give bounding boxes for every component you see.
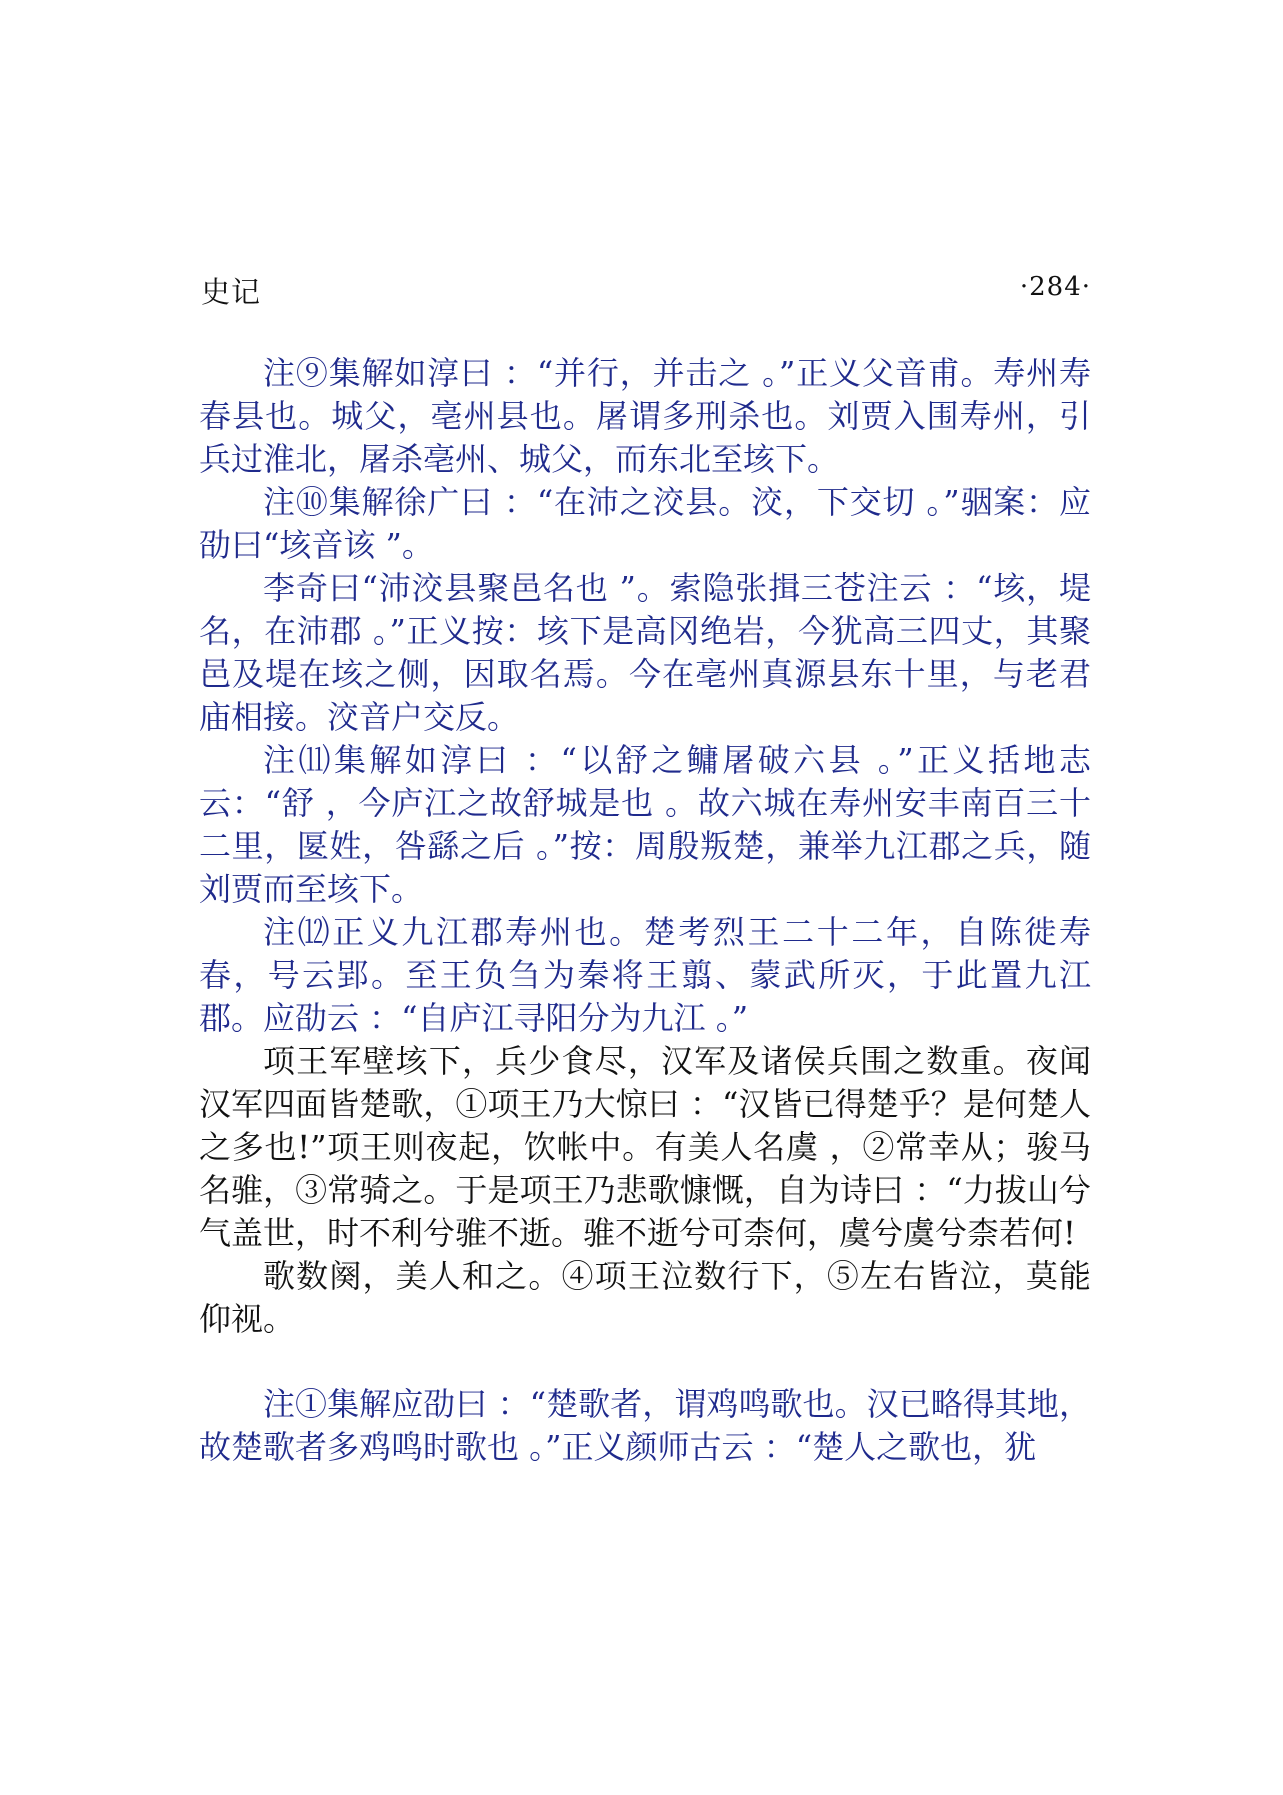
annotation-paragraph: 注⑨集解如淳曰 ：“并行，并击之 。”正义父音甫。寿州寿春县也。城父，亳州县也。屠谓多刑杀也。刘贾入围寿州，引兵过淮北，屠杀亳州、城父，而东北至垓下。 [199, 354, 1091, 478]
annotation-paragraph: 注①集解应劭曰 ：“楚歌者，谓鸡鸣歌也。汉已略得其地，故楚歌者多鸡鸣时歌也 。”正义颜师古云 ：“楚人之歌也，犹 [199, 1385, 1091, 1466]
annotation-paragraph: 注⑿正义九江郡寿州也。楚考烈王二十二年，自陈徙寿春，号云郢。至王负刍为秦将王翦、蒙武所灭，于此置九江郡。应劭云 ：“自庐江寻阳分为九江 。” [199, 913, 1091, 1037]
running-head [201, 270, 1091, 310]
main-text-paragraph: 项王军壁垓下，兵少食尽，汉军及诸侯兵围之数重。夜闻汉军四面皆楚歌，①项王乃大惊曰 ：“汉皆已得楚乎？是何楚人之多也!”项王则夜起，饮帐中。有美人名虞 ，②常幸从；骏马名骓，③常骑之。于是项王乃悲歌慷慨，自为诗曰 ：“力拔山兮气盖世，时不利兮骓不逝。骓不逝兮可柰何，虞兮虞兮柰若何! [199, 1042, 1091, 1252]
main-text-paragraph: 歌数阕，美人和之。④项王泣数行下，⑤左右皆泣，莫能仰视。 [199, 1257, 1091, 1338]
annotation-paragraph: 李奇曰“沛洨县聚邑名也 ”。索隐张揖三苍注云 ：“垓，堤名，在沛郡 。”正义按：垓下是高冈绝岩，今犹高三四丈，其聚邑及堤在垓之侧，因取名焉。今在亳州真源县东十里，与老君庙相接。洨音户交反。 [199, 569, 1091, 736]
body-text [199, 352, 1091, 1469]
book-title: 史记 [201, 275, 262, 309]
page-number: ·284· [1019, 272, 1091, 302]
annotation-paragraph: 注⑩集解徐广曰 ：“在沛之洨县。洨，下交切 。”骃案：应劭曰“垓音该 ”。 [199, 483, 1091, 564]
annotation-paragraph: 注⑾集解如淳曰 ：“以舒之鳙屠破六县 。”正义括地志云：“舒 ，今庐江之故舒城是也 。故六城在寿州安丰南百三十二里，匽姓，咎繇之后 。”按：周殷叛楚，兼举九江郡之兵，随刘贾而至垓下。 [199, 741, 1091, 908]
